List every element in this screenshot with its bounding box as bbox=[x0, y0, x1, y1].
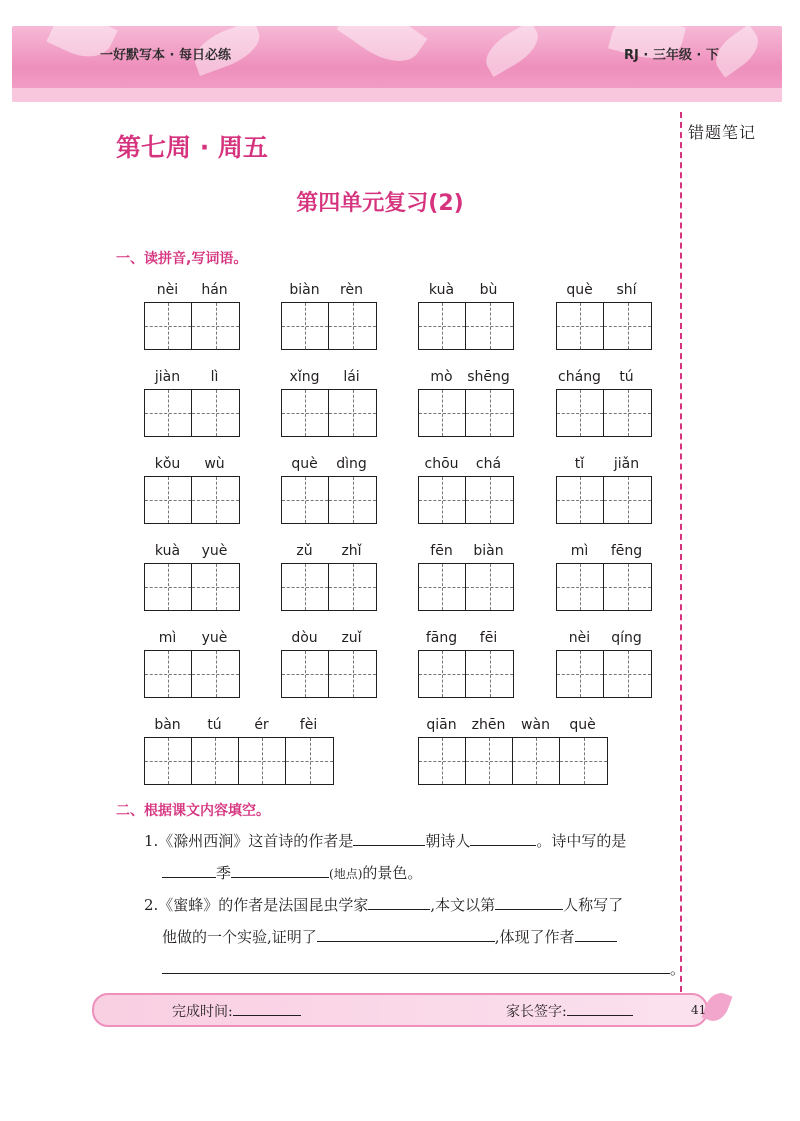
writing-cell[interactable] bbox=[282, 390, 329, 436]
unit-title: 第四单元复习(2) bbox=[296, 191, 464, 216]
writing-grid[interactable] bbox=[418, 563, 514, 611]
pinyin-syllable: zhēn bbox=[471, 717, 506, 733]
writing-grid[interactable] bbox=[418, 476, 514, 524]
writing-cell[interactable] bbox=[557, 651, 604, 697]
writing-cell[interactable] bbox=[604, 390, 651, 436]
writing-cell[interactable] bbox=[145, 477, 192, 523]
pinyin-syllable: fāng bbox=[425, 630, 458, 646]
question-2-line-2: 他做的一个实验,证明了 ,体现了作者 bbox=[162, 926, 617, 947]
writing-grid[interactable] bbox=[418, 650, 514, 698]
pinyin-syllable: què bbox=[291, 456, 318, 472]
question-2-line-3: 。 bbox=[162, 958, 685, 979]
pinyin-syllable: ér bbox=[254, 717, 269, 733]
writing-grid[interactable] bbox=[281, 302, 377, 350]
writing-cell[interactable] bbox=[282, 303, 329, 349]
pinyin-syllable: kǒu bbox=[154, 456, 181, 472]
blank-2-continued[interactable] bbox=[162, 959, 670, 974]
pinyin-syllable: kuà bbox=[428, 282, 455, 298]
writing-cell[interactable] bbox=[466, 303, 513, 349]
writing-grid[interactable] bbox=[556, 563, 652, 611]
section1-title: 一、读拼音,写词语。 bbox=[116, 251, 248, 267]
parent-signature-blank[interactable] bbox=[567, 1001, 633, 1016]
writing-cell[interactable] bbox=[466, 564, 513, 610]
writing-grid[interactable] bbox=[144, 737, 334, 785]
header-banner bbox=[12, 26, 782, 102]
pinyin-syllable: xǐng bbox=[289, 369, 320, 385]
pinyin-syllable: biàn bbox=[473, 543, 504, 559]
writing-cell[interactable] bbox=[419, 564, 466, 610]
writing-cell[interactable] bbox=[286, 738, 333, 784]
writing-grid[interactable] bbox=[418, 302, 514, 350]
pinyin-syllable: zǔ bbox=[296, 543, 313, 559]
pinyin-syllable: chá bbox=[475, 456, 502, 472]
writing-cell[interactable] bbox=[560, 738, 607, 784]
blank-2-person[interactable] bbox=[495, 895, 563, 910]
pinyin-syllable: dòu bbox=[291, 630, 318, 646]
writing-cell[interactable] bbox=[145, 303, 192, 349]
writing-cell[interactable] bbox=[604, 564, 651, 610]
pinyin-syllable: bàn bbox=[154, 717, 181, 733]
pinyin-syllable: fēng bbox=[610, 543, 643, 559]
question-2-line-1: 2.《蜜蜂》的作者是法国昆虫学家 ,本文以第 人称写了 bbox=[144, 896, 624, 914]
writing-grid[interactable] bbox=[281, 563, 377, 611]
writing-cell[interactable] bbox=[192, 651, 239, 697]
pinyin-syllable: mì bbox=[570, 543, 589, 559]
pinyin-syllable: qiān bbox=[426, 717, 457, 733]
writing-cell[interactable] bbox=[282, 651, 329, 697]
writing-cell[interactable] bbox=[192, 303, 239, 349]
writing-cell[interactable] bbox=[466, 738, 513, 784]
blank-2-reflect[interactable] bbox=[575, 927, 617, 942]
notes-title: 错题笔记 bbox=[688, 123, 757, 142]
writing-cell[interactable] bbox=[557, 477, 604, 523]
question-1-line-1: 1.《滁州西涧》这首诗的作者是 朝诗人 。诗中写的是 bbox=[144, 832, 627, 850]
pinyin-syllable: mì bbox=[158, 630, 177, 646]
blank-1-poet[interactable] bbox=[470, 831, 536, 846]
pinyin-syllable: lì bbox=[210, 369, 219, 385]
writing-cell[interactable] bbox=[145, 390, 192, 436]
pinyin-syllable: tú bbox=[207, 717, 222, 733]
writing-cell[interactable] bbox=[419, 303, 466, 349]
page-number: 41 bbox=[691, 1003, 707, 1017]
pinyin-syllable: què bbox=[569, 717, 596, 733]
question-1-line-2: 季 (地点)的景色。 bbox=[162, 862, 422, 883]
writing-cell[interactable] bbox=[145, 738, 192, 784]
pinyin-syllable: mò bbox=[430, 369, 453, 385]
writing-cell[interactable] bbox=[419, 477, 466, 523]
pinyin-syllable: fēi bbox=[479, 630, 498, 646]
pinyin-syllable: lái bbox=[343, 369, 360, 385]
pinyin-syllable: chōu bbox=[424, 456, 459, 472]
completion-time-blank[interactable] bbox=[233, 1001, 301, 1016]
pinyin-syllable: nèi bbox=[568, 630, 591, 646]
pinyin-syllable: rèn bbox=[340, 282, 363, 298]
writing-cell[interactable] bbox=[192, 477, 239, 523]
writing-cell[interactable] bbox=[466, 390, 513, 436]
completion-time: 完成时间: bbox=[172, 1001, 301, 1021]
writing-cell[interactable] bbox=[419, 738, 466, 784]
pinyin-syllable: hán bbox=[201, 282, 228, 298]
header-grade: RJ · 三年级 · 下 bbox=[624, 48, 719, 63]
writing-cell[interactable] bbox=[604, 303, 651, 349]
pinyin-syllable: jiǎn bbox=[613, 456, 640, 472]
notes-divider bbox=[680, 112, 682, 1002]
writing-grid[interactable] bbox=[418, 737, 608, 785]
writing-cell[interactable] bbox=[466, 477, 513, 523]
writing-cell[interactable] bbox=[282, 477, 329, 523]
header-book-title: 一好默写本 · 每日必练 bbox=[100, 48, 231, 63]
blank-1-season[interactable] bbox=[162, 863, 216, 878]
pinyin-syllable: cháng bbox=[558, 369, 601, 385]
pinyin-syllable: zuǐ bbox=[341, 630, 362, 646]
writing-cell[interactable] bbox=[329, 303, 376, 349]
writing-grid[interactable] bbox=[556, 302, 652, 350]
pinyin-syllable: què bbox=[566, 282, 593, 298]
writing-cell[interactable] bbox=[329, 564, 376, 610]
pinyin-syllable: biàn bbox=[289, 282, 320, 298]
blank-1-place[interactable] bbox=[231, 863, 329, 878]
pinyin-syllable: zhǐ bbox=[341, 543, 362, 559]
pinyin-syllable: wàn bbox=[521, 717, 550, 733]
writing-grid[interactable] bbox=[556, 389, 652, 437]
writing-cell[interactable] bbox=[329, 651, 376, 697]
writing-grid[interactable] bbox=[144, 563, 240, 611]
blank-1-author[interactable] bbox=[353, 831, 425, 846]
writing-cell[interactable] bbox=[282, 564, 329, 610]
week-title: 第七周 · 周五 bbox=[116, 133, 268, 162]
writing-cell[interactable] bbox=[604, 651, 651, 697]
pinyin-syllable: yuè bbox=[201, 630, 228, 646]
writing-grid[interactable] bbox=[144, 476, 240, 524]
pinyin-syllable: nèi bbox=[156, 282, 179, 298]
writing-cell[interactable] bbox=[419, 651, 466, 697]
pinyin-syllable: shí bbox=[616, 282, 637, 298]
pinyin-syllable: yuè bbox=[201, 543, 228, 559]
writing-cell[interactable] bbox=[466, 651, 513, 697]
writing-cell[interactable] bbox=[192, 390, 239, 436]
pinyin-syllable: fēn bbox=[430, 543, 453, 559]
pinyin-syllable: bù bbox=[479, 282, 498, 298]
writing-grid[interactable] bbox=[281, 389, 377, 437]
pinyin-syllable: jiàn bbox=[154, 369, 181, 385]
writing-grid[interactable] bbox=[144, 650, 240, 698]
writing-cell[interactable] bbox=[329, 477, 376, 523]
pinyin-syllable: qíng bbox=[611, 630, 642, 646]
writing-grid[interactable] bbox=[144, 389, 240, 437]
parent-signature: 家长签字: bbox=[506, 1001, 633, 1021]
blank-2-scientist[interactable] bbox=[368, 895, 430, 910]
writing-cell[interactable] bbox=[329, 390, 376, 436]
writing-cell[interactable] bbox=[419, 390, 466, 436]
writing-cell[interactable] bbox=[145, 564, 192, 610]
pinyin-syllable: tǐ bbox=[574, 456, 585, 472]
writing-grid[interactable] bbox=[281, 476, 377, 524]
writing-grid[interactable] bbox=[281, 650, 377, 698]
section2-title: 二、根据课文内容填空。 bbox=[116, 803, 270, 819]
writing-cell[interactable] bbox=[192, 738, 239, 784]
writing-cell[interactable] bbox=[192, 564, 239, 610]
writing-grid[interactable] bbox=[418, 389, 514, 437]
writing-grid[interactable] bbox=[144, 302, 240, 350]
writing-cell[interactable] bbox=[557, 303, 604, 349]
writing-grid[interactable] bbox=[556, 476, 652, 524]
pinyin-syllable: tú bbox=[619, 369, 634, 385]
pinyin-syllable: shēng bbox=[467, 369, 510, 385]
writing-cell[interactable] bbox=[557, 564, 604, 610]
pinyin-syllable: fèi bbox=[299, 717, 318, 733]
writing-cell[interactable] bbox=[604, 477, 651, 523]
writing-cell[interactable] bbox=[145, 651, 192, 697]
pinyin-syllable: wù bbox=[204, 456, 225, 472]
pinyin-syllable: dìng bbox=[336, 456, 367, 472]
writing-cell[interactable] bbox=[239, 738, 286, 784]
pinyin-syllable: kuà bbox=[154, 543, 181, 559]
writing-cell[interactable] bbox=[513, 738, 560, 784]
writing-grid[interactable] bbox=[556, 650, 652, 698]
blank-2-proved[interactable] bbox=[317, 927, 495, 942]
writing-cell[interactable] bbox=[557, 390, 604, 436]
